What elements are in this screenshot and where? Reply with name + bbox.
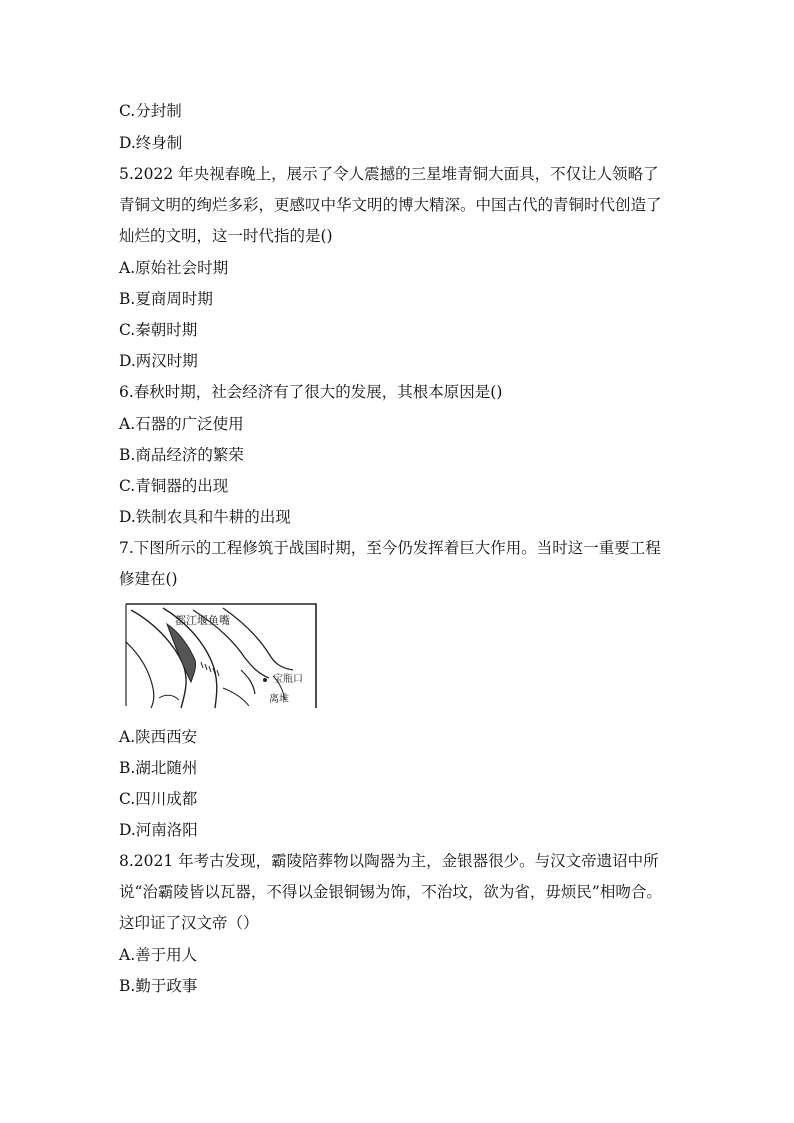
dujiangyan-map [123, 602, 319, 710]
q6-option-b: B.商品经济的繁荣 [119, 446, 244, 464]
q4-option-c: C.分封制 [119, 102, 182, 120]
map-label-bottle-neck: 宝瓶口 [273, 674, 303, 685]
q5-stem-line1: 5.2022 年央视春晚上，展示了令人震撼的三星堆青铜大面具，不仅让人领略了 [119, 165, 659, 183]
q7-option-d: D.河南洛阳 [119, 821, 198, 839]
q6-option-a: A.石器的广泛使用 [119, 415, 244, 433]
q5-option-d: D.两汉时期 [119, 352, 198, 370]
q6-option-d: D.铁制农具和牛耕的出现 [119, 508, 291, 526]
q6-option-c: C.青铜器的出现 [119, 477, 229, 495]
q8-stem-line3: 这印证了汉文帝（） [119, 914, 259, 932]
map-label-fish-mouth: 都江堰鱼嘴 [175, 614, 230, 627]
dujiangyan-map-figure [123, 602, 319, 710]
q5-stem-line3: 灿烂的文明，这一时代指的是() [119, 227, 333, 245]
q5-option-c: C.秦朝时期 [119, 321, 198, 339]
q6-stem: 6.春秋时期，社会经济有了很大的发展，其根本原因是() [119, 383, 503, 401]
q8-stem-line2: 说“治霸陵皆以瓦器，不得以金银铜锡为饰，不治坟，欲为省，毋烦民”相吻合。 [119, 883, 662, 901]
q4-option-d: D.终身制 [119, 134, 183, 152]
q5-stem-line2: 青铜文明的绚烂多彩，更感叹中华文明的博大精深。中国古代的青铜时代创造了 [119, 196, 662, 214]
q5-option-b: B.夏商周时期 [119, 290, 213, 308]
q7-stem-line1: 7.下图所示的工程修筑于战国时期，至今仍发挥着巨大作用。当时这一重要工程 [119, 539, 661, 557]
q5-option-a: A.原始社会时期 [119, 259, 229, 277]
q8-option-b: B.勤于政事 [119, 977, 198, 995]
q7-option-b: B.湖北随州 [119, 759, 198, 777]
q8-stem-line1: 8.2021 年考古发现，霸陵陪葬物以陶器为主，金银器很少。与汉文帝遗诏中所 [119, 852, 659, 870]
q7-option-a: A.陕西西安 [119, 728, 198, 746]
q8-option-a: A.善于用人 [119, 946, 198, 964]
q7-option-c: C.四川成都 [119, 790, 198, 808]
map-label-lidui: 离堆 [269, 694, 289, 705]
q7-stem-line2: 修建在() [119, 570, 178, 588]
